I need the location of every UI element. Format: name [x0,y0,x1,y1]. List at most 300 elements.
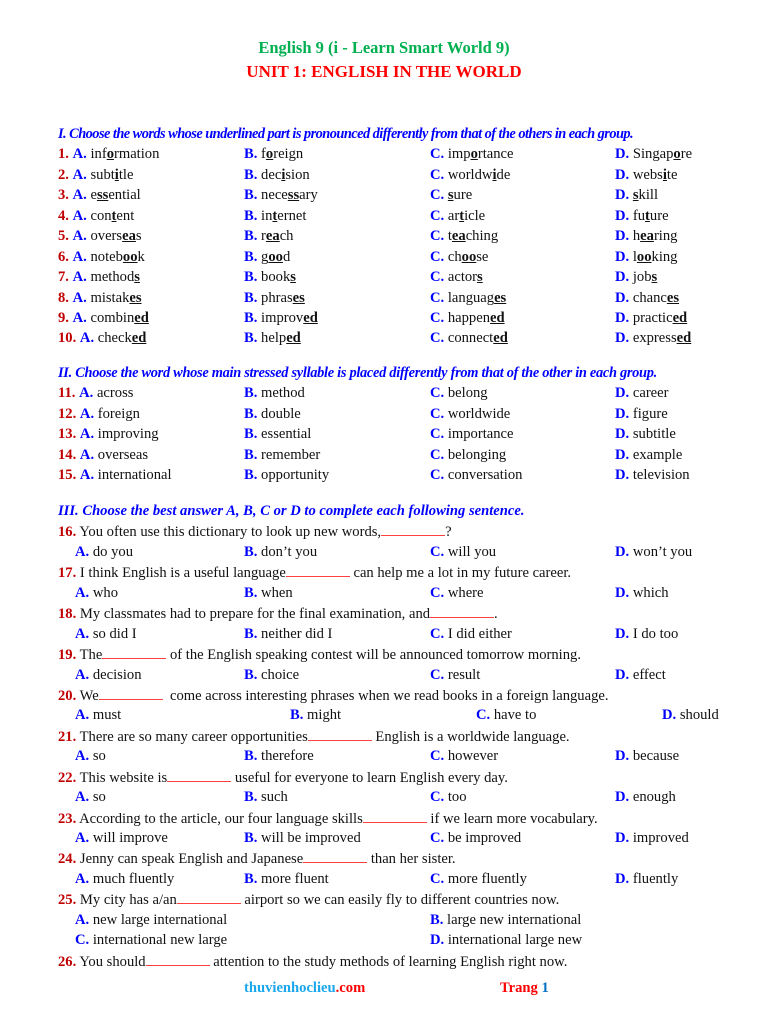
word-part: improv [261,309,304,326]
option-text: too [447,789,467,806]
option-letter: D. [615,289,630,306]
answer-blank [381,521,445,536]
option-letter: A. [72,146,87,163]
answer-option [430,144,514,164]
answer-option [615,383,669,403]
section-heading: I. Choose the words whose underlined part is pronounced differently from that of the others in each group. [58,126,634,142]
stem-text: of the English speaking contest will be announced tomorrow morning. [166,647,581,664]
word-part: icle [464,207,486,224]
question-stem [58,521,738,541]
question-number: 19. [58,647,77,664]
answer-option [244,226,293,246]
option-letter: B. [244,228,258,245]
option-letter: D. [615,166,630,183]
stem-text: can help me a lot in my future career. [349,565,572,582]
answer-blank [167,767,231,782]
option-text: should [679,707,719,724]
options-row [58,746,738,766]
option-letter: A. [75,584,90,601]
option-letter: D. [615,830,630,846]
answer-option[interactable] [615,624,678,644]
option-letter: C. [430,330,445,347]
option-letter: A. [79,385,94,402]
option-text: overseas [97,446,149,463]
answer-option[interactable] [75,583,118,603]
underlined-part: s [290,269,296,286]
underlined-part: oo [636,248,652,265]
question-number: 6. [58,248,69,265]
answer-option [430,206,485,226]
option-letter: C. [430,166,445,183]
word-part: check [97,330,132,347]
question-stem [58,726,738,746]
option-letter: B. [244,309,258,326]
question-row [58,288,738,308]
option-text: effect [632,666,666,683]
word-part: d [282,248,291,265]
question-row [58,206,738,226]
option-text: I did either [447,625,512,642]
stem-text: than her sister. [367,851,456,868]
word-part: nece [261,187,288,204]
stem-text: You should [79,953,146,970]
option-text: do you [92,543,133,560]
underlined-part: ea [122,228,136,245]
question-stem [58,603,738,623]
answer-option [58,288,142,308]
option-letter: D. [615,269,630,286]
question-number: 9. [58,309,69,326]
answer-option[interactable] [244,787,288,807]
section-heading: III. Choose the best answer A, B, C or D to complete each following sentence. [58,503,525,519]
answer-option[interactable] [75,746,106,766]
stem-text: You often use this dictionary to look up new words, [79,524,382,541]
question-stem [58,644,738,664]
option-letter: D. [615,146,630,163]
word-part: book [261,269,291,286]
word-part: job [632,269,652,286]
option-letter: D. [615,748,630,765]
answer-option[interactable] [430,828,521,848]
word-part: t [447,228,452,245]
stem-text: I think English is a useful language [79,565,286,582]
question-row [58,226,738,246]
word-part: inf [90,146,107,163]
option-text: foreign [97,405,140,422]
option-letter: B. [244,584,258,601]
question-row [58,185,738,205]
answer-option [430,404,510,424]
option-letter: B. [244,248,258,265]
question-number: 4. [58,207,69,224]
answer-option[interactable] [290,705,341,725]
document-title: English 9 (i - Learn Smart World 9) [258,38,510,57]
option-letter: C. [476,707,491,724]
answer-option [58,267,140,287]
option-letter: D. [615,446,630,463]
word-part: kill [638,187,659,204]
option-letter: C. [430,584,445,601]
underlined-part: s [651,269,658,286]
answer-blank [430,603,494,618]
option-text: conversation [447,467,523,484]
underlined-part: ea [451,228,466,245]
option-text: be improved [447,830,522,846]
answer-option[interactable] [75,869,174,889]
question-number: 25. [58,892,77,909]
answer-option[interactable] [430,665,480,685]
options-row [58,869,738,889]
stem-text: airport so we can easily fly to different countries now. [240,892,560,909]
option-letter: D. [615,228,630,245]
answer-option [615,185,658,205]
answer-option[interactable] [615,869,678,889]
answer-option[interactable] [615,746,679,766]
answer-option[interactable] [75,542,133,562]
question-row [58,267,738,287]
option-letter: A. [75,748,90,765]
answer-option[interactable] [244,828,361,848]
answer-option[interactable] [75,624,137,644]
word-part: practic [632,309,673,326]
answer-option [430,247,488,267]
word-part: noteb [90,248,123,265]
underlined-part: o [106,146,114,163]
option-text: belong [447,385,488,402]
option-letter: A. [79,426,95,443]
options-row [58,705,738,725]
option-letter: C. [430,830,445,846]
question-number: 26. [58,953,77,970]
answer-option[interactable] [430,746,498,766]
underlined-part: i [281,166,286,183]
word-part: ure [453,187,473,204]
question-number: 16. [58,524,77,541]
page-number [500,980,549,997]
section-multiple-choice [58,501,738,971]
option-text: essential [261,426,312,443]
option-letter: C. [75,932,90,949]
answer-option[interactable] [75,930,227,950]
option-text: so did I [92,625,137,642]
word-part: ch [447,248,462,265]
answer-option [244,328,301,348]
answer-option[interactable] [244,542,317,562]
answer-option [58,144,159,164]
site-name: thuvienhoclieu [244,980,336,996]
option-letter: D. [615,584,630,601]
options-row [58,910,738,930]
word-part: te [666,166,678,183]
answer-option[interactable] [615,542,692,562]
option-text: will be improved [261,830,361,846]
answer-option[interactable] [430,787,467,807]
answer-option [430,308,505,328]
option-letter: D. [615,426,630,443]
option-letter: D. [615,248,630,265]
page-number-value: 1 [541,980,549,996]
option-letter: D. [615,309,630,326]
word-part: dec [261,166,282,183]
answer-option[interactable] [244,583,293,603]
option-letter: B. [244,446,258,463]
answer-option[interactable] [244,746,314,766]
option-letter: A. [72,228,87,245]
option-letter: A. [75,830,90,846]
stem-text: This website is [79,769,168,786]
underlined-part: t [272,207,278,224]
word-part: combin [90,309,135,326]
word-part: ar [447,207,460,224]
word-part: k [137,248,145,265]
word-part: Singap [632,146,674,163]
question-row [58,465,738,485]
option-letter: A. [72,207,87,224]
option-text: might [307,707,342,724]
question-number: 24. [58,851,77,868]
option-text: will improve [92,830,168,846]
question-stem [58,951,738,971]
underlined-part: s [447,187,454,204]
answer-option [244,383,305,403]
answer-option [58,308,149,328]
underlined-part: oo [461,248,477,265]
answer-option [430,226,498,246]
answer-option [58,206,134,226]
answer-option[interactable] [615,665,666,685]
option-letter: B. [244,207,258,224]
answer-option [244,445,320,465]
option-letter: B. [244,269,258,286]
answer-option[interactable] [662,705,719,725]
option-text: double [261,405,301,422]
answer-option [244,465,329,485]
option-letter: A. [75,543,90,560]
question-number: 7. [58,269,69,286]
answer-blank [286,562,350,577]
option-text: importance [447,426,514,443]
answer-option[interactable] [615,787,676,807]
answer-option [615,328,691,348]
option-letter: C. [430,789,445,806]
option-text: international new large [92,932,228,949]
word-part: f [261,146,266,163]
option-letter: C. [430,146,445,163]
word-part: rtance [477,146,514,163]
underlined-part: ss [287,187,300,204]
answer-option [430,267,483,287]
option-letter: D. [615,405,630,422]
option-letter: A. [79,446,95,463]
answer-option[interactable] [430,910,581,930]
option-letter: D. [615,666,630,683]
option-letter: B. [244,830,258,846]
option-letter: B. [244,187,258,204]
word-part: express [632,330,677,347]
option-letter: A. [72,309,87,326]
option-letter: C. [430,289,445,306]
stem-text: There are so many career opportunities [79,728,308,745]
option-letter: C. [430,385,445,402]
answer-option[interactable] [75,665,142,685]
option-text: across [96,385,134,402]
answer-option [244,267,296,287]
underlined-part: o [470,146,478,163]
option-letter: C. [430,207,445,224]
underlined-part: oo [122,248,138,265]
answer-option [430,288,506,308]
option-text: large new international [447,911,582,928]
option-letter: C. [430,187,445,204]
answer-option[interactable] [244,665,299,685]
answer-option[interactable] [75,828,168,848]
option-text: which [632,584,669,601]
question-stem [58,685,738,705]
option-letter: D. [615,187,630,204]
answer-option[interactable] [430,624,512,644]
option-letter: C. [430,405,445,422]
underlined-part: ed [286,330,301,347]
word-part: mistak [90,289,130,306]
answer-option[interactable] [244,624,332,644]
word-part: subt [90,166,115,183]
option-text: career [632,385,669,402]
question-number: 12. [58,405,77,422]
option-letter: A. [75,707,90,724]
question-number: 1. [58,146,69,163]
answer-option [615,424,676,444]
section-pronunciation [58,124,738,349]
word-part: overs [90,228,123,245]
underlined-part: ed [303,309,318,326]
word-part: se [476,248,489,265]
option-letter: D. [615,385,630,402]
option-letter: A. [72,289,87,306]
option-letter: A. [75,625,90,642]
answer-option [244,308,318,328]
answer-option [615,226,677,246]
answer-option[interactable] [430,930,582,950]
underlined-part: ea [265,228,280,245]
option-letter: C. [430,248,445,265]
underlined-part: ed [493,330,508,347]
option-text: more fluent [261,870,329,887]
word-part: ure [649,207,669,224]
answer-option[interactable] [615,828,689,848]
answer-option[interactable] [75,705,121,725]
option-text: enough [632,789,676,806]
option-letter: B. [244,330,258,347]
option-letter: B. [244,543,258,560]
option-text: worldwide [447,405,511,422]
option-text: have to [493,707,537,724]
option-letter: A. [75,666,90,683]
option-text: opportunity [261,467,330,484]
option-text: much fluently [92,870,175,887]
stem-text: ? [445,524,452,541]
word-part: sion [285,166,310,183]
option-letter: A. [72,248,87,265]
question-number: 14. [58,446,77,463]
answer-option [58,424,159,444]
stem-text: The [79,647,103,664]
word-part: h [632,228,641,245]
word-part: actor [447,269,478,286]
answer-option [615,445,682,465]
word-part: de [496,166,511,183]
options-row [58,542,738,562]
underlined-part: i [492,166,497,183]
word-part: ch [279,228,294,245]
word-part: ary [299,187,318,204]
option-letter: A. [72,166,87,183]
word-part: king [651,248,678,265]
answer-option[interactable] [430,542,496,562]
word-part: ent [116,207,135,224]
option-letter: C. [430,870,445,887]
answer-option[interactable] [430,583,484,603]
underlined-part: s [632,187,639,204]
answer-option[interactable] [244,869,329,889]
answer-blank [363,808,427,823]
answer-option[interactable] [75,787,106,807]
answer-option[interactable] [476,705,536,725]
answer-option[interactable] [75,910,227,930]
option-letter: D. [615,625,630,642]
option-text: neither did I [261,625,333,642]
option-letter: A. [75,789,90,806]
underlined-part: es [494,289,507,306]
question-row [58,445,738,465]
option-letter: A. [79,405,95,422]
word-part: webs [632,166,663,183]
site-domain: .com [335,980,366,996]
option-letter: B. [244,870,258,887]
underlined-part: ed [672,309,688,326]
underlined-part: t [459,207,465,224]
word-part: rmation [113,146,160,163]
option-text: when [261,584,293,601]
word-part: ring [653,228,678,245]
option-letter: B. [244,625,258,642]
answer-option [615,247,677,267]
option-text: fluently [632,870,679,887]
options-row [58,583,738,603]
site-link[interactable] [244,980,365,997]
question-row [58,328,738,348]
answer-option[interactable] [430,869,527,889]
answer-option [58,185,141,205]
options-row [58,930,738,950]
option-text: subtitle [632,426,676,443]
option-letter: B. [244,426,258,443]
stem-text: We [79,687,99,704]
answer-option[interactable] [615,583,669,603]
question-stem [58,848,738,868]
option-letter: B. [244,289,258,306]
option-text: however [447,748,499,765]
option-text: figure [632,405,668,422]
question-stem [58,767,738,787]
option-text: so [92,789,106,806]
option-letter: B. [430,911,444,928]
option-letter: D. [615,789,630,806]
question-number: 3. [58,187,69,204]
option-letter: A. [75,870,90,887]
option-text: who [92,584,118,601]
answer-option [244,288,305,308]
word-part: ching [465,228,499,245]
